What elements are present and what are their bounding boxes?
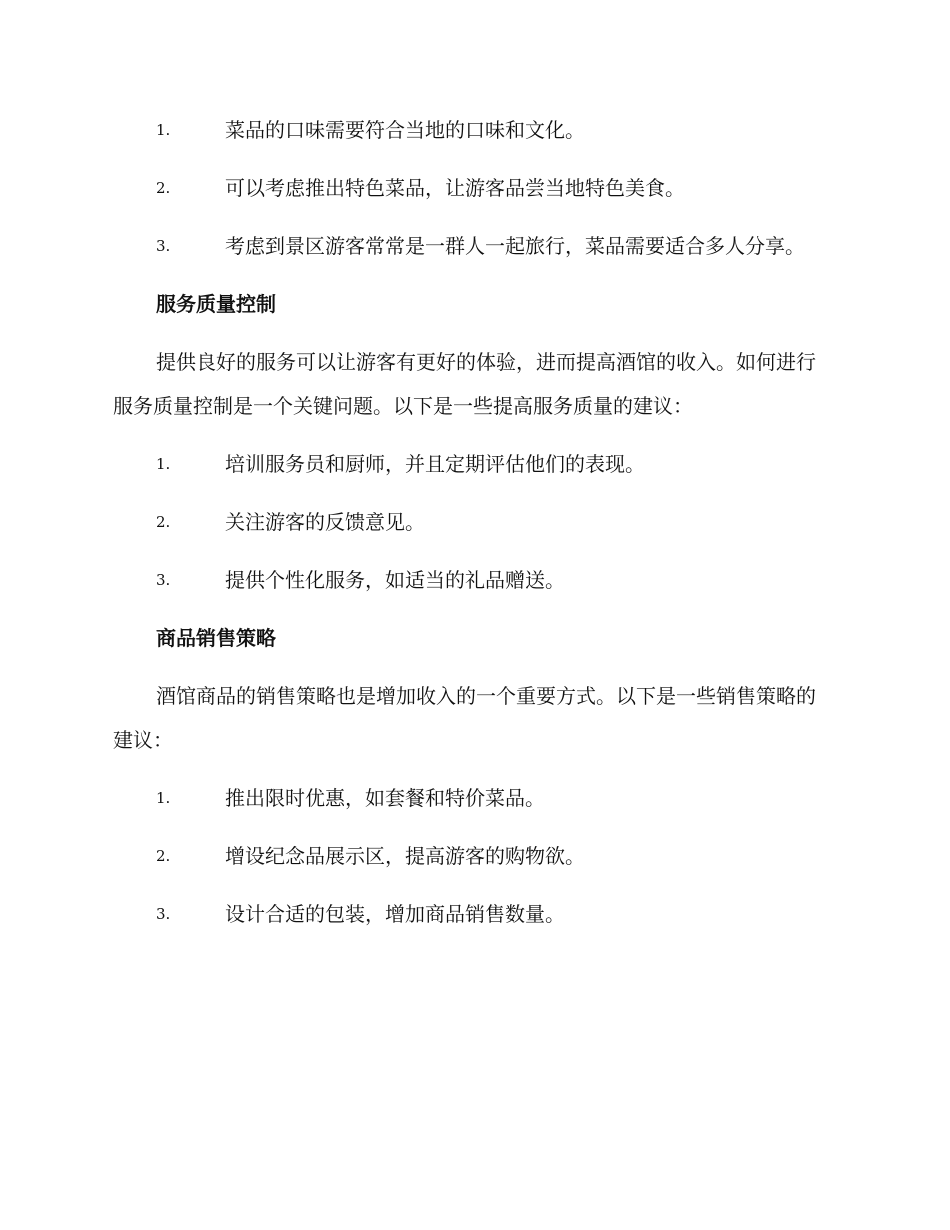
dish-list bbox=[113, 108, 833, 268]
list-item bbox=[113, 224, 833, 268]
section-heading-service: 服务质量控制 bbox=[156, 292, 276, 316]
list-number: 2. bbox=[156, 179, 171, 197]
list-item bbox=[113, 108, 833, 152]
list-item bbox=[113, 500, 833, 544]
list-text: 考虑到景区游客常常是一群人一起旅行，菜品需要适合多人分享。 bbox=[225, 234, 805, 258]
section-paragraph-service: 提供良好的服务可以让游客有更好的体验，进而提高酒馆的收入。如何进行服务质量控制是一个关键问题。以下是一些提高服务质量的建议： bbox=[113, 350, 816, 418]
list-text: 可以考虑推出特色菜品，让游客品尝当地特色美食。 bbox=[225, 176, 685, 200]
section-heading-sales: 商品销售策略 bbox=[156, 626, 276, 650]
list-number: 1. bbox=[156, 121, 171, 139]
list-number: 1. bbox=[156, 789, 171, 807]
list-item bbox=[113, 892, 833, 936]
list-number: 3. bbox=[156, 237, 171, 255]
section-paragraph-sales: 酒馆商品的销售策略也是增加收入的一个重要方式。以下是一些销售策略的建议： bbox=[113, 684, 816, 752]
service-list bbox=[113, 442, 833, 602]
list-text: 提供个性化服务，如适当的礼品赠送。 bbox=[225, 568, 565, 592]
list-number: 3. bbox=[156, 905, 171, 923]
list-text: 增设纪念品展示区，提高游客的购物欲。 bbox=[225, 844, 585, 868]
list-item bbox=[113, 558, 833, 602]
list-number: 1. bbox=[156, 455, 171, 473]
list-number: 3. bbox=[156, 571, 171, 589]
list-text: 设计合适的包装，增加商品销售数量。 bbox=[225, 902, 565, 926]
document-body bbox=[113, 108, 833, 950]
list-number: 2. bbox=[156, 847, 171, 865]
list-item bbox=[113, 834, 833, 878]
list-text: 菜品的口味需要符合当地的口味和文化。 bbox=[225, 118, 585, 142]
list-text: 培训服务员和厨师，并且定期评估他们的表现。 bbox=[225, 452, 645, 476]
list-item bbox=[113, 776, 833, 820]
list-item bbox=[113, 442, 833, 486]
sales-list bbox=[113, 776, 833, 936]
list-item bbox=[113, 166, 833, 210]
list-number: 2. bbox=[156, 513, 171, 531]
list-text: 推出限时优惠，如套餐和特价菜品。 bbox=[225, 786, 545, 810]
list-text: 关注游客的反馈意见。 bbox=[225, 510, 425, 534]
